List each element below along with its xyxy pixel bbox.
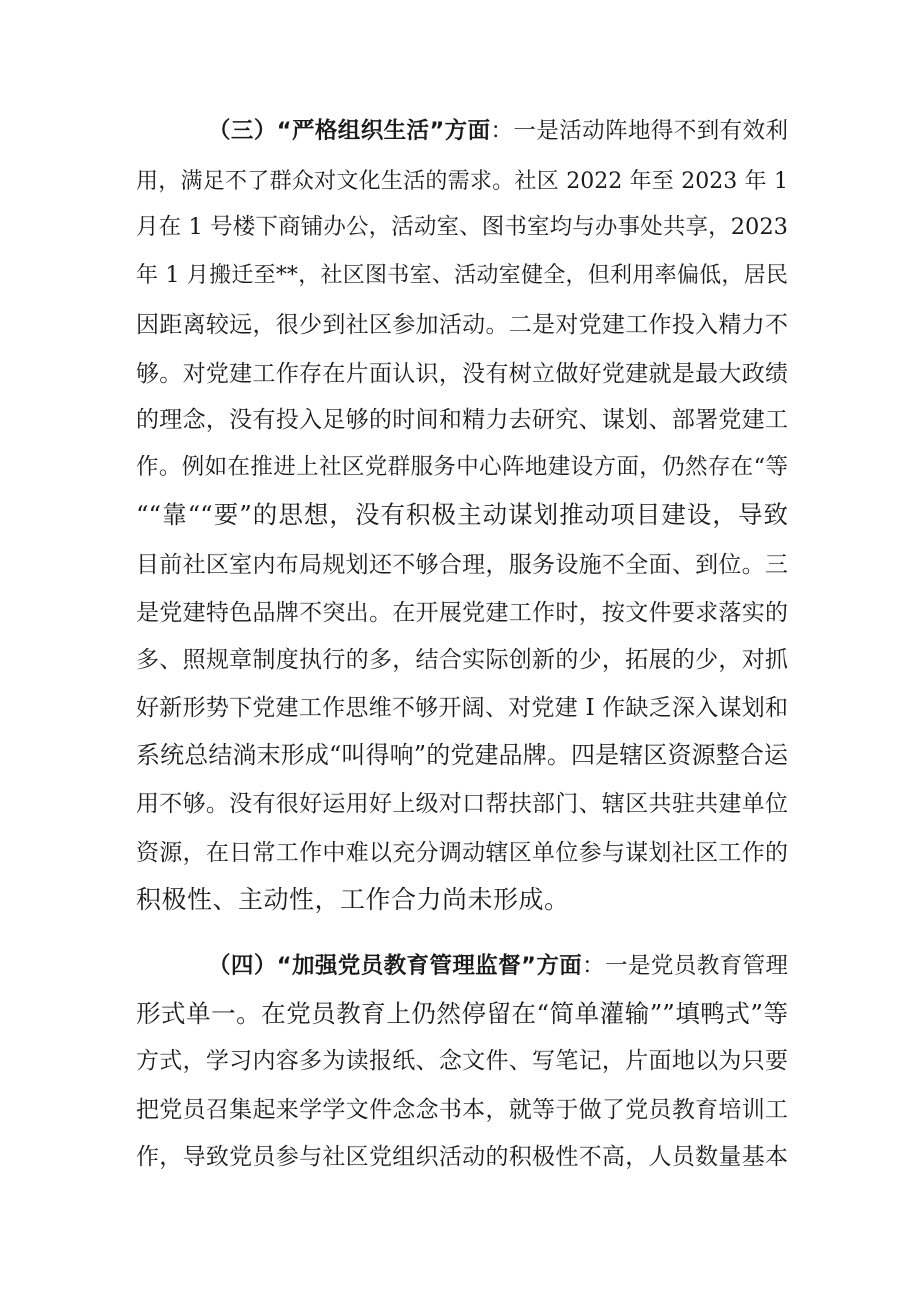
section4-line-3: 方式，学习内容多为读报纸、念文件、写笔记，片面地以为只要 <box>136 1048 788 1074</box>
section4-text: ：一是党员教育管理 <box>582 953 788 979</box>
section3-line-9: ““靠““要”的思想，没有积极主动谋划推动项目建设，导致 <box>136 500 788 529</box>
section3-line-5: 因距离较远，很少到社区参加活动。二是对党建工作投入精力不 <box>136 312 788 338</box>
section3-heading: （三）“严格组织生活”方面 <box>208 118 491 144</box>
section4-line-5: 作，导致党员参与社区党组织活动的积极性不高，人员数量基本 <box>136 1144 788 1170</box>
section4-line-2: 形式单一。在党员教育上仍然停留在“简单灌输””填鸭式”等 <box>136 999 788 1028</box>
section3-line-7: 的理念，没有投入足够的时间和精力去研究、谋划、部署党建工 <box>136 407 788 433</box>
section3-line-16: 资源，在日常工作中难以充分调动辖区单位参与谋划社区工作的 <box>136 840 788 866</box>
section4-heading: （四）“加强党员教育管理监督”方面 <box>208 953 583 979</box>
section3-line-10: 目前社区室内布局规划还不够合理，服务设施不全面、到位。三 <box>136 552 788 578</box>
section3-line-4: 年 1 月搬迁至**，社区图书室、活动室健全，但利用率偏低，居民 <box>136 263 788 288</box>
section4-line-1 <box>208 946 788 986</box>
section3-line-15: 用不够。没有很好运用好上级对口帮扶部门、辖区共驻共建单位 <box>136 791 788 817</box>
section3-line-14: 系统总结淌末形成“叫得响”的党建品牌。四是辖区资源整合运 <box>136 741 788 769</box>
section3-line-1 <box>208 111 788 151</box>
section3-text: ：一是活动阵地得不到有效利 <box>490 118 788 144</box>
section3-line-3: 月在 1 号楼下商铺办公，活动室、图书室均与办事处共享，2023 <box>136 214 788 240</box>
section3-line-12: 多、照规章制度执行的多，结合实际创新的少，拓展的少，对抓 <box>136 647 788 673</box>
section3-line-2: 用，满足不了群众对文化生活的需求。社区 2022 年至 2023 年 1 <box>136 169 788 194</box>
section4-line-4: 把党员召集起来学学文件念念书本，就等于做了党员教育培训工 <box>136 1097 788 1123</box>
section3-line-13: 好新形势下党建工作思维不够开阔、对党建 I 作缺乏深入谋划和 <box>136 695 788 721</box>
section3-line-17: 积极性、主动性，工作合力尚未形成。 <box>136 885 570 914</box>
section3-line-11: 是党建特色品牌不突出。在开展党建工作时，按文件要求落实的 <box>136 600 788 626</box>
section3-line-8: 作。例如在推进上社区党群服务中心阵地建设方面，仍然存在“等 <box>136 454 788 480</box>
section3-line-6: 够。对党建工作存在片面认识，没有树立做好党建就是最大政绩 <box>136 361 788 387</box>
